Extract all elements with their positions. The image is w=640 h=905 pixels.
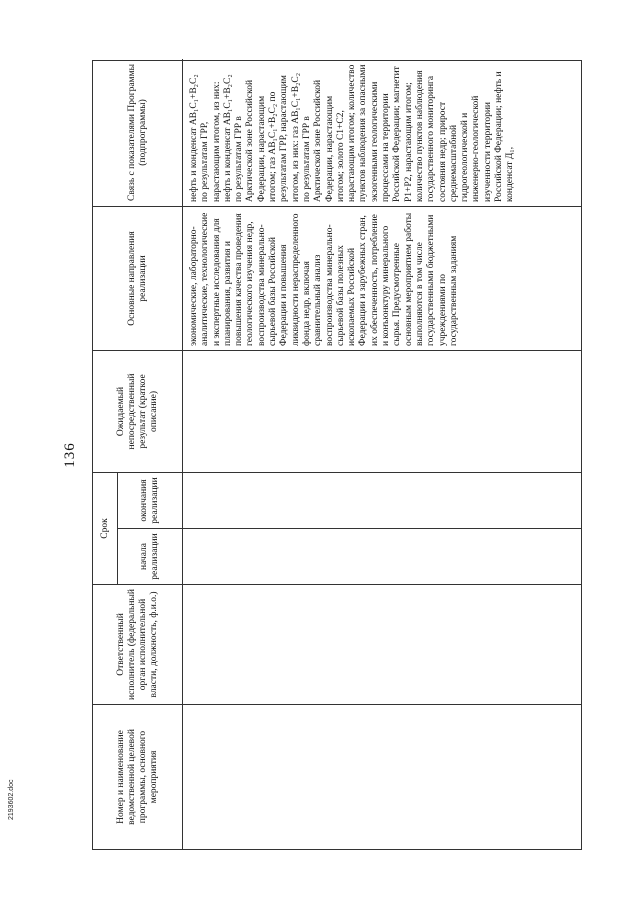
- header-program-name: Номер и наименование ведомственной целевой программы, основного мероприятия: [93, 704, 183, 849]
- body-cell-expected-result: [183, 350, 581, 472]
- body-cell-program-name: [183, 704, 581, 849]
- body-cell-term-start: [183, 528, 581, 584]
- program-table: [92, 60, 582, 850]
- page-number: 136: [62, 442, 78, 468]
- document-code: 2193602.doc: [8, 779, 15, 820]
- header-term-start: начала реализации: [118, 528, 183, 584]
- header-responsible-executor: Ответственный исполнитель (федеральный орган исполнительной власти, должность, ф.и.о.): [93, 584, 183, 704]
- body-cell-executor: [183, 584, 581, 704]
- header-program-indicators: Связь с показателями Программы (подпрограммы): [93, 59, 183, 206]
- body-cell-main-directions: экономические, лабораторно-аналитические, технологические и экспертные исследования для планирования, развития и повышения качества проведения геологического изучения недр, воспроизводства минерально-сырьевой базы Российской Федерации и повышения ликвидности нераспределенного фонда недр, включая сравнительный анализ воспроизводства минерально-сырьевой базы полезных ископаемых Российской Федерации и зарубежных стран, их обеспеченность, потребление и конъюнктуру минерального сырья. Предусмотренные основным мероприятием работы выполняются в том числе государственными бюджетными учреждениями по государственным заданиям: [183, 206, 581, 350]
- body-cell-term-end: [183, 472, 581, 528]
- header-main-directions: Основные направления реализации: [93, 206, 183, 350]
- rotated-page: [62, 60, 582, 850]
- header-term-end: окончания реализации: [118, 472, 183, 528]
- header-expected-result: Ожидаемый непосредственный результат (краткое описание): [93, 350, 183, 472]
- body-cell-program-indicators: нефть и конденсат АВ₁С₁+В₂С₂ по результатам ГРР, нарастающим итогом, из них: нефть и конденсат АВ₁С₁+В₂С₂ по результатам ГРР в Арктической зоне Российской Федерации, нарастающим итогом; газ АВ₁С₁+В₂С₂ по результатам ГРР, нарастающим итогом, из них: газ АВ₁С₁+В₂С₂ по результатам ГРР в Арктической зоне Российской Федерации, нарастающим итогом; золото С1+С2, нарастающим итогом; количество пунктов наблюдения за опасными экзогенными геологическими процессами на территории Российской Федерации; магнетит Р1+Р2, нарастающим итогом; количество пунктов наблюдения государственного мониторинга состояния недр; прирост среднемасштабной гидрогеологической и инженерно-геологической изученности территории Российской Федерации; нефть и конденсат Д₁,: [189, 64, 516, 202]
- header-term: Срок: [93, 472, 118, 584]
